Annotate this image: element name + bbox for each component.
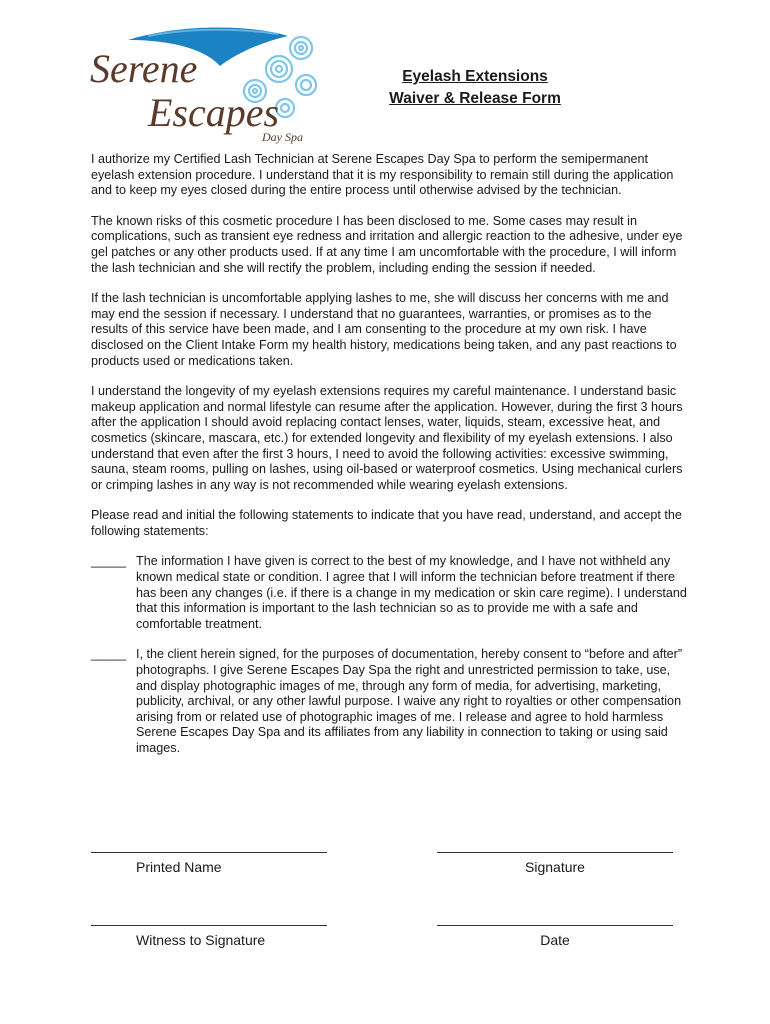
logo-text-serene: Serene xyxy=(90,46,198,91)
title-line-1: Eyelash Extensions xyxy=(402,68,548,85)
paragraph-authorization: I authorize my Certified Lash Technician at Serene Escapes Day Spa to perform the semipermanent eyelash extension procedure. I understand that it is my responsibility to remain still during the application and to keep my eyes closed during the entire process until otherwise advised by the technician. xyxy=(91,152,674,198)
signature-line[interactable] xyxy=(437,852,673,853)
logo-text-escapes: Escapes xyxy=(148,90,280,135)
witness-field[interactable] xyxy=(91,925,327,948)
initial-blank[interactable]: _____ xyxy=(91,647,127,662)
initial-blank[interactable]: _____ xyxy=(91,554,127,569)
date-line[interactable] xyxy=(437,925,673,926)
serene-escapes-logo xyxy=(88,22,338,152)
signature-row-2 xyxy=(91,925,673,948)
paragraph-risks: The known risks of this cosmetic procedure I has been disclosed to me. Some cases may result in complications, such as transient eye redness and irritation and allergic reaction to the adhesive, under eye gel patches or any other products used. If at any time I am uncomfortable with the procedure, I will inform the lash technician and she will rectify the problem, including ending the session if needed. xyxy=(91,213,683,275)
statement-photo-consent xyxy=(91,647,691,756)
logo-graphic xyxy=(88,22,338,152)
title-line-2: Waiver & Release Form xyxy=(389,90,561,107)
paragraph-technician-concerns: If the lash technician is uncomfortable applying lashes to me, she will discuss her concerns with me and may end the session if necessary. I understand that no guarantees, warranties, or promises as to the results of this service have been made, and I am consenting to the procedure at my own risk. I have disclosed on the Client Intake Form my health history, medications being taken, and any past reactions to products used or medications taken. xyxy=(91,291,677,368)
statement-medical-info xyxy=(91,554,691,632)
signature-field[interactable] xyxy=(437,852,673,875)
signature-row-1 xyxy=(91,852,673,875)
printed-name-field[interactable] xyxy=(91,852,327,875)
signature-label: Signature xyxy=(525,859,585,875)
paragraph-instructions: Please read and initial the following statements to indicate that you have read, understand, and accept the following statements: xyxy=(91,508,682,538)
paragraph-maintenance: I understand the longevity of my eyelash extensions requires my careful maintenance. I understand basic makeup application and normal lifestyle can resume after the application. However, during the first 3 hours after the application I should avoid replacing contact lenses, water, liquids, steam, excessive heat, and cosmetics (skincare, mascara, etc.) for extended longevity and flexibility of my eyelash extensions. I also understand that even after the first 3 hours, I need to avoid the following activities: excessive swimming, sauna, steam rooms, pulling on lashes, using oil-based or waterproof cosmetics. Using mechanical curlers or crimping lashes in any way is not recommended while wearing eyelash extensions. xyxy=(91,384,683,492)
printed-name-label: Printed Name xyxy=(136,859,222,875)
logo-text-dayspa: Day Spa xyxy=(262,130,303,144)
form-title xyxy=(360,66,590,110)
date-label: Date xyxy=(540,932,570,948)
waiver-body xyxy=(91,152,691,772)
statement-text: The information I have given is correct to the best of my knowledge, and I have not withheld any known medical state or condition. I agree that I will inform the technician before treatment if there has been any changes (i.e. if there is a change in my medication or skin care regime). I understand that this information is important to the lash technician so as to provide me with a safe and comfortable treatment. xyxy=(136,554,687,631)
printed-name-line[interactable] xyxy=(91,852,327,853)
witness-label: Witness to Signature xyxy=(136,932,266,948)
witness-line[interactable] xyxy=(91,925,327,926)
statement-text: I, the client herein signed, for the purposes of documentation, hereby consent to “before and after” photographs. I give Serene Escapes Day Spa the right and unrestricted permission to take, use, and display photographic images of me, through any form of media, for advertising, marketing, publicity, archival, or any other lawful purpose. I waive any right to royalties or other compensation arising from or related use of photographic images of me. I release and agree to hold harmless Serene Escapes Day Spa and its affiliates from any liability in connection to taking or using said images. xyxy=(136,647,683,755)
date-field[interactable] xyxy=(437,925,673,948)
